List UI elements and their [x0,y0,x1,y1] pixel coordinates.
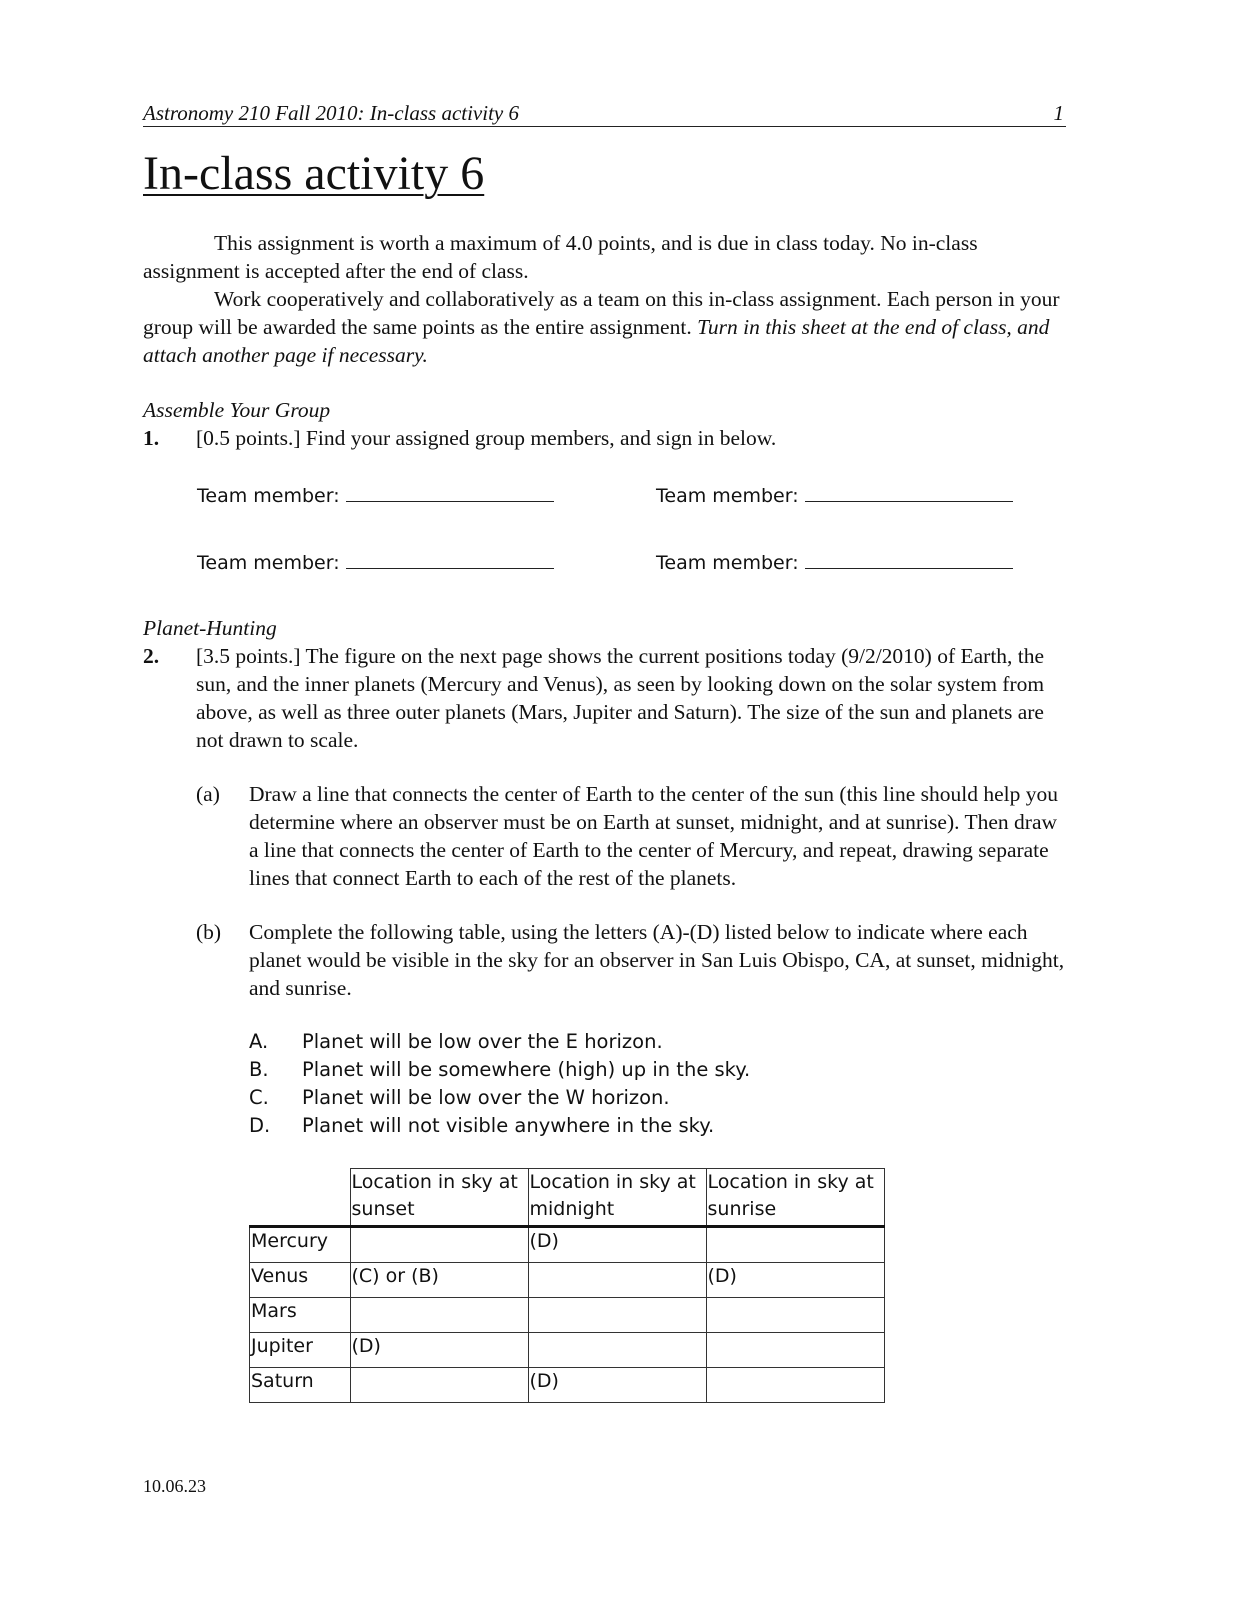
option-letter-b: B. [249,1058,269,1081]
signature-blank[interactable] [346,548,554,569]
intro-paragraph-1: This assignment is worth a maximum of 4.0 points, and is due in class today. No in-class assignment is accepted after the end of class. [143,231,978,283]
signature-blank[interactable] [805,548,1013,569]
midnight-cell[interactable]: (D) [528,1368,706,1403]
question-2-number: 2. [143,644,160,668]
footer-date-code: 10.06.23 [143,1476,206,1496]
option-letter-c: C. [249,1086,269,1109]
planet-name-cell: Mars [250,1298,351,1333]
column-header-sunset: Location in sky at sunset [350,1169,528,1227]
sunrise-cell[interactable] [706,1227,884,1263]
sunrise-cell[interactable]: (D) [706,1263,884,1298]
column-header-midnight: Location in sky at midnight [528,1169,706,1227]
table-row [250,1333,885,1368]
option-text-b: Planet will be somewhere (high) up in the sky. [302,1058,751,1081]
planet-name-cell: Venus [250,1263,351,1298]
table-row [250,1227,885,1263]
option-text-a: Planet will be low over the E horizon. [302,1030,663,1053]
option-text-c: Planet will be low over the W horizon. [302,1086,670,1109]
midnight-cell[interactable]: (D) [528,1227,706,1263]
option-letter-a: A. [249,1030,269,1053]
sunrise-cell[interactable] [706,1298,884,1333]
team-member-label: Team member: [197,485,340,507]
midnight-cell[interactable] [528,1333,706,1368]
question-1-text: [0.5 points.] Find your assigned group members, and sign in below. [196,426,777,450]
sunset-cell[interactable] [350,1298,528,1333]
team-member-field-3[interactable] [197,548,554,577]
planet-name-cell: Mercury [250,1227,351,1263]
table-header-row [250,1169,885,1227]
sunrise-cell[interactable] [706,1368,884,1403]
intro-paragraph-2-italic: Turn in this sheet at the end of class, and attach another page if necessary. [143,315,1050,367]
section-heading-planet-hunting: Planet-Hunting [143,616,277,640]
planet-name-cell: Saturn [250,1368,351,1403]
midnight-cell[interactable] [528,1298,706,1333]
team-member-field-2[interactable] [656,481,1013,510]
section-heading-group: Assemble Your Group [143,398,331,422]
sunset-cell[interactable] [350,1368,528,1403]
team-member-field-1[interactable] [197,481,554,510]
question-1-number: 1. [143,426,160,450]
team-member-field-4[interactable] [656,548,1013,577]
team-member-label: Team member: [197,552,340,574]
part-a-text: Draw a line that connects the center of Earth to the center of the sun (this line should help you determine where an observer must be on Earth at sunset, midnight, and at sunrise). Then draw a line that connects the center of Earth to the center of Mercury, and repeat, drawing separate lines that connect Earth to each of the rest of the planets. [249,782,1058,890]
signature-blank[interactable] [805,481,1013,502]
visibility-table [249,1168,885,1403]
part-a-label: (a) [196,782,220,806]
table-row [250,1368,885,1403]
sunset-cell[interactable]: (D) [350,1333,528,1368]
table-row [250,1298,885,1333]
sunset-cell[interactable] [350,1227,528,1263]
team-member-label: Team member: [656,552,799,574]
page-title: In-class activity 6 [143,147,485,200]
intro-paragraph-2-text: Work cooperatively and collaboratively as a team on this in-class assignment. Each person in your group will be awarded the same points as the entire assignment. [143,287,1060,339]
option-letter-d: D. [249,1114,271,1137]
option-text-d: Planet will not visible anywhere in the sky. [302,1114,715,1137]
planet-name-cell: Jupiter [250,1333,351,1368]
intro-paragraph-2 [143,285,1071,369]
running-title: Astronomy 210 Fall 2010: In-class activity 6 [143,101,519,125]
sunrise-cell[interactable] [706,1333,884,1368]
question-2-text: [3.5 points.] The figure on the next page shows the current positions today (9/2/2010) of Earth, the sun, and the inner planets (Mercury and Venus), as seen by looking down on the solar system from above, as well as three outer planets (Mars, Jupiter and Saturn). The size of the sun and planets are not drawn to scale. [196,644,1045,752]
page-number: 1 [1053,101,1064,125]
part-b-label: (b) [196,920,222,944]
team-member-label: Team member: [656,485,799,507]
part-b-text: Complete the following table, using the letters (A)-(D) listed below to indicate where each planet would be visible in the sky for an observer in San Luis Obispo, CA, at sunset, midnight, and sunrise. [249,920,1065,1000]
midnight-cell[interactable] [528,1263,706,1298]
table-corner-cell [250,1169,351,1227]
signature-blank[interactable] [346,481,554,502]
running-header [143,100,1066,127]
column-header-sunrise: Location in sky at sunrise [706,1169,884,1227]
table-row [250,1263,885,1298]
sunset-cell[interactable]: (C) or (B) [350,1263,528,1298]
